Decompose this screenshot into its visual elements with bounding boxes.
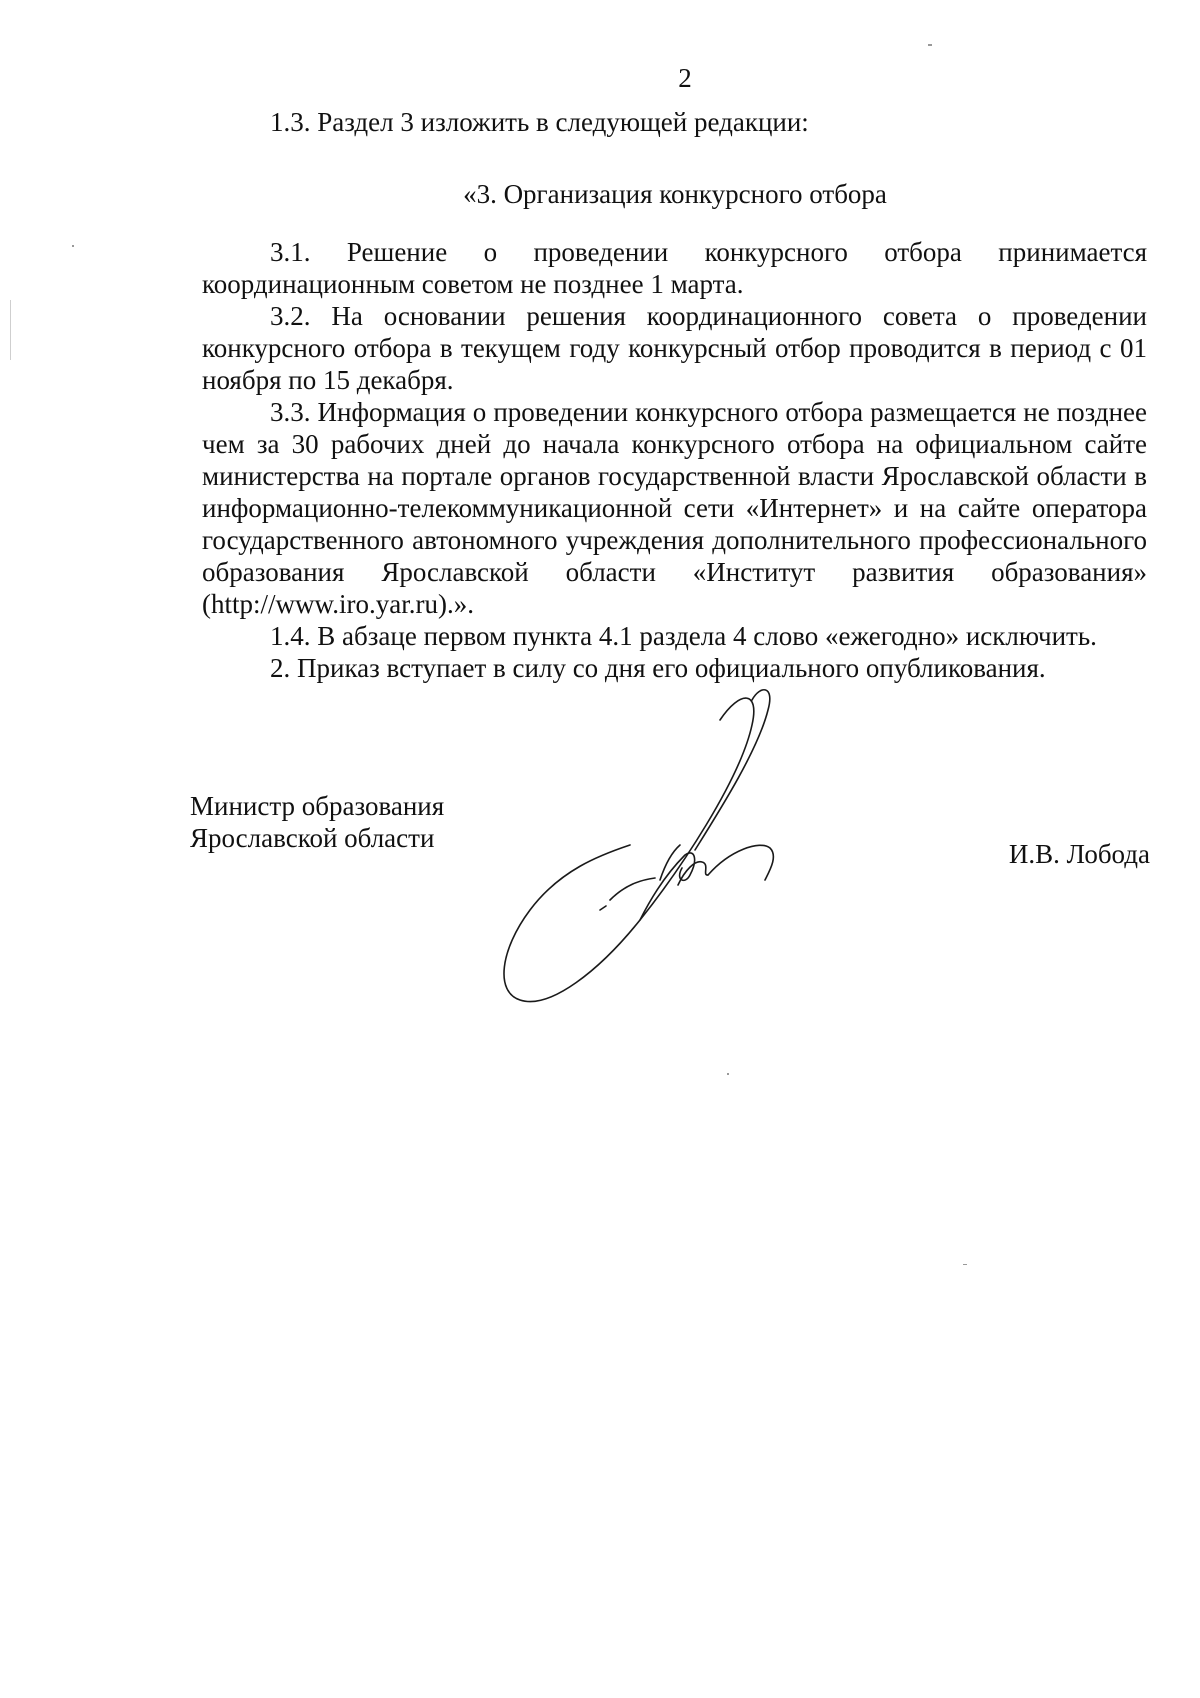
signer-title (190, 790, 444, 854)
signature-block (190, 790, 1150, 1050)
signer-name: И.В. Лобода (1008, 839, 1150, 869)
paragraph-2: 2. Приказ вступает в силу со дня его официального опубликования. (270, 653, 1046, 683)
section-heading: «3. Организация конкурсного отбора (463, 179, 887, 209)
paragraph-3-3: 3.3. Информация о проведении конкурсного отбора размещается не позднее чем за 30 рабочих дней до начала конкурсного отбора на официальном сайте министерства на портале органов государственной власти Ярославской области в информационно-телекоммуникационной сети «Интернет» и на сайте оператора государственного автономного учреждения дополнительного профессионального образования Ярославской области «Институт развития образования» (http://www.iro.yar.ru).». (202, 397, 1147, 619)
scan-speck (963, 1264, 967, 1265)
paragraph-3-2: 3.2. На основании решения координационного совета о проведении конкурсного отбора в текущем году конкурсный отбор проводится в период с 01 ноября по 15 декабря. (202, 301, 1147, 395)
body-text (202, 236, 1147, 684)
paragraph-3-1: 3.1. Решение о проведении конкурсного отбора принимается координационным советом не позднее 1 марта. (202, 237, 1147, 299)
handwritten-signature-icon (490, 680, 810, 1060)
page-number: 2 (678, 63, 692, 93)
amendment-intro: 1.3. Раздел 3 изложить в следующей редакции: (270, 107, 809, 137)
paragraph-1-4: 1.4. В абзаце первом пункта 4.1 раздела 4 слово «ежегодно» исключить. (270, 621, 1097, 651)
signer-title-line1: Министр образования (190, 791, 445, 821)
scan-speck (928, 44, 932, 46)
scan-speck (72, 245, 74, 247)
scan-margin-line (10, 300, 11, 360)
scan-speck (727, 1073, 729, 1075)
signer-title-line2: Ярославской области (190, 823, 435, 853)
